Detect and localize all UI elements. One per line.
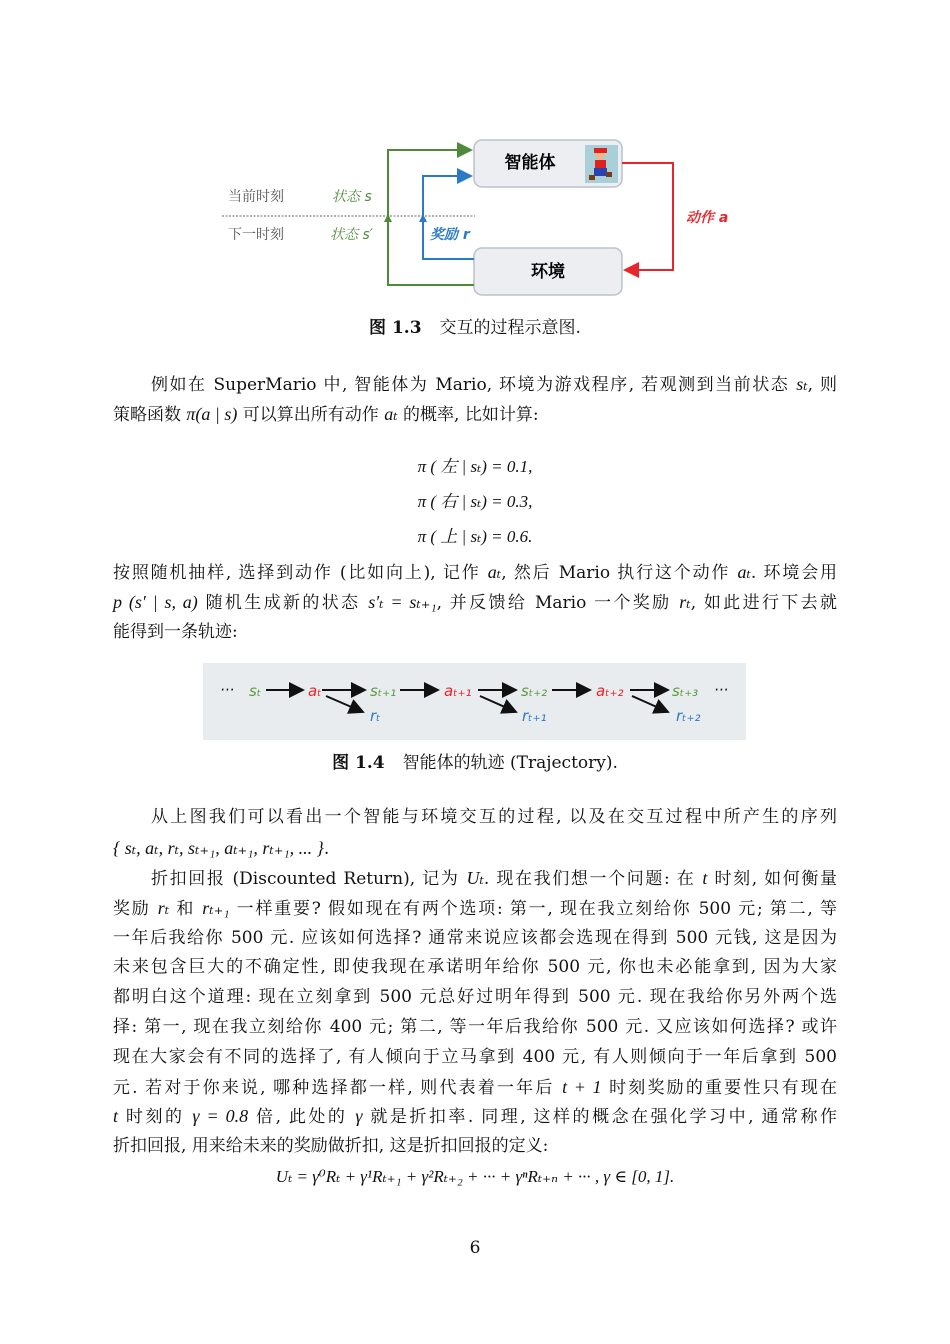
text-line xyxy=(113,863,837,893)
text-span: 例如在 SuperMario 中, 智能体为 Mario, 环境为游戏程序, 若观测到当前状态 xyxy=(151,375,797,395)
math-inline: rₜ xyxy=(679,592,691,612)
math-inline: rₜ₊₁ xyxy=(202,897,230,918)
text-span: . 现在我们想一个问题: 在 xyxy=(483,869,703,889)
text-span: 未来包含巨大的不确定性, 即使我现在承诺明年给你 500 元, 你也未必能拿到, 因为大家 xyxy=(113,957,837,978)
discounted-return-equation: Uₜ = γ⁰Rₜ + γ¹Rₜ₊₁ + γ²Rₜ₊₂ + ··· + γⁿRₜ₊ₙ + ··· , γ ∈ [0, 1]. xyxy=(275,1167,675,1186)
math-inline: aₜ xyxy=(737,562,751,582)
text-line xyxy=(113,802,837,832)
text-line xyxy=(113,1042,837,1072)
text-line xyxy=(113,399,837,429)
text-line xyxy=(113,893,837,923)
math-inline: t + 1 xyxy=(562,1076,602,1097)
equation-up: π ( 上 | sₜ) = 0.6. xyxy=(417,527,533,546)
state-node: sₜ₊₃ xyxy=(672,682,699,700)
caption-number: 图 1.4 xyxy=(332,753,385,773)
environment-label: 环境 xyxy=(531,262,565,282)
text-line xyxy=(113,1072,837,1102)
text-span: 随机生成新的状态 xyxy=(197,593,369,613)
text-span: 一样重要? 假如现在有两个选项: 第一, 现在我立刻给你 500 元; 第二, 等 xyxy=(229,898,837,919)
text-span: , 然后 Mario 执行这个动作 xyxy=(501,563,738,583)
math-inline: t xyxy=(702,868,708,888)
text-span: , 并反馈给 Mario 一个奖励 xyxy=(436,593,680,613)
text-span: 折扣回报 (Discounted Return), 记为 xyxy=(151,869,467,889)
math-inline: γ = 0.8 xyxy=(192,1106,249,1127)
math-inline: { sₜ, aₜ, rₜ, sₜ₊₁, aₜ₊₁, rₜ₊₁, ... } xyxy=(113,838,324,858)
text-span: 从上图我们可以看出一个智能与环境交互的过程, 以及在交互过程中所产生的序列 xyxy=(151,807,837,827)
math-inline: π(a | s) xyxy=(186,404,238,424)
text-line xyxy=(113,952,837,982)
text-span: 元. 若对于你来说, 哪种选择都一样, 则代表着一年后 xyxy=(113,1077,563,1098)
figure-1-3-diagram xyxy=(0,0,950,310)
current-time-label: 当前时刻 xyxy=(228,189,284,205)
text-span: , 则 xyxy=(807,375,837,395)
mario-icon xyxy=(585,145,618,183)
reward-node: rₜ₊₁ xyxy=(522,707,547,725)
text-span: 的概率, 比如计算: xyxy=(397,405,539,425)
action-node: aₜ₊₁ xyxy=(444,682,472,700)
text-line xyxy=(113,557,837,587)
text-span: 倍, 此处的 xyxy=(248,1107,356,1128)
action-node: aₜ₊₂ xyxy=(596,682,624,700)
caption-number: 图 1.3 xyxy=(369,318,422,338)
text-span: 按照随机抽样, 选择到动作 (比如向上), 记作 xyxy=(113,563,488,583)
text-line xyxy=(113,982,837,1012)
figure-1-4-trajectory xyxy=(0,650,950,750)
math-inline: p (s′ | s, a) xyxy=(113,592,198,612)
text-line xyxy=(113,1012,837,1042)
state-s-label: 状态 s xyxy=(332,189,372,205)
state-arrow xyxy=(388,150,474,285)
text-line xyxy=(113,1101,837,1131)
text-line xyxy=(113,369,837,399)
action-label: 动作 a xyxy=(686,210,729,226)
caption-text: 交互的过程示意图. xyxy=(439,318,581,338)
text-span: 和 xyxy=(169,898,203,919)
state-node: sₜ₊₂ xyxy=(521,682,548,700)
figure-1-3-caption xyxy=(0,313,950,338)
text-span: 能得到一条轨迹: xyxy=(113,622,238,642)
caption-text: 智能体的轨迹 (Trajectory). xyxy=(402,753,618,773)
state-node: sₜ xyxy=(249,682,262,700)
math-inline: sₜ xyxy=(796,374,808,394)
state-arrow-tick xyxy=(384,214,392,222)
math-inline: aₜ xyxy=(384,404,398,424)
text-span: 一年后我给你 500 元. 应该如何选择? 通常来说应该都会选现在得到 500 元钱, 这是因为 xyxy=(113,927,837,948)
action-node: aₜ xyxy=(308,682,322,700)
ellipsis-end: ··· xyxy=(714,681,729,699)
trajectory-box xyxy=(203,663,746,740)
state-node: sₜ₊₁ xyxy=(370,682,397,700)
text-line xyxy=(113,833,837,863)
text-line xyxy=(113,617,837,647)
text-line xyxy=(113,587,837,617)
reward-arrow-tick xyxy=(419,214,427,222)
text-line xyxy=(113,1131,837,1161)
figure-1-4-caption xyxy=(0,748,950,773)
text-span: 奖励 xyxy=(113,898,158,919)
text-span: 现在大家会有不同的选择了, 有人倾向于立马拿到 400 元, 有人则倾向于一年后拿到 500 xyxy=(113,1046,837,1067)
state-s-prime-label: 状态 s′ xyxy=(330,227,373,243)
ellipsis-start: ··· xyxy=(220,681,235,699)
equation-right: π ( 右 | sₜ) = 0.3, xyxy=(417,492,533,511)
text-span: 择: 第一, 现在我立刻给你 400 元; 第二, 等一年后我给你 500 元. 又应该如何选择? 或许 xyxy=(113,1017,837,1037)
text-span: 策略函数 xyxy=(113,405,187,425)
text-span: 时刻, 如何衡量 xyxy=(707,869,838,889)
math-inline: rₜ xyxy=(157,897,170,918)
text-span: 就是折扣率. 同理, 这样的概念在强化学习中, 通常称作 xyxy=(362,1107,837,1128)
agent-label: 智能体 xyxy=(504,153,556,173)
text-span: 时刻奖励的重要性只有现在 xyxy=(601,1077,837,1098)
text-span: 时刻的 xyxy=(118,1107,193,1128)
text-span: . xyxy=(323,839,330,859)
reward-label: 奖励 r xyxy=(430,227,470,243)
math-inline: t xyxy=(113,1106,119,1127)
next-time-label: 下一时刻 xyxy=(228,227,284,243)
reward-node: rₜ xyxy=(370,707,381,725)
math-inline: aₜ xyxy=(487,562,502,582)
reward-node: rₜ₊₂ xyxy=(676,707,701,725)
text-span: 都明白这个道理: 现在立刻拿到 500 元总好过明年得到 500 元. 现在我给你另外两个选 xyxy=(113,987,837,1008)
text-span: 折扣回报, 用来给未来的奖励做折扣, 这是折扣回报的定义: xyxy=(113,1136,549,1157)
reward-arrow xyxy=(423,176,474,259)
text-span: 可以算出所有动作 xyxy=(237,405,385,425)
text-line xyxy=(113,923,837,953)
text-span: , 如此进行下去就 xyxy=(690,593,838,613)
math-inline: Uₜ xyxy=(466,868,484,888)
math-inline: s′ₜ = sₜ₊₁ xyxy=(368,592,437,612)
text-span: . 环境会用 xyxy=(750,563,838,583)
page-number: 6 xyxy=(469,1238,481,1258)
action-arrow xyxy=(622,163,673,270)
equation-left: π ( 左 | sₜ) = 0.1, xyxy=(417,457,533,476)
math-inline: γ xyxy=(355,1106,363,1127)
